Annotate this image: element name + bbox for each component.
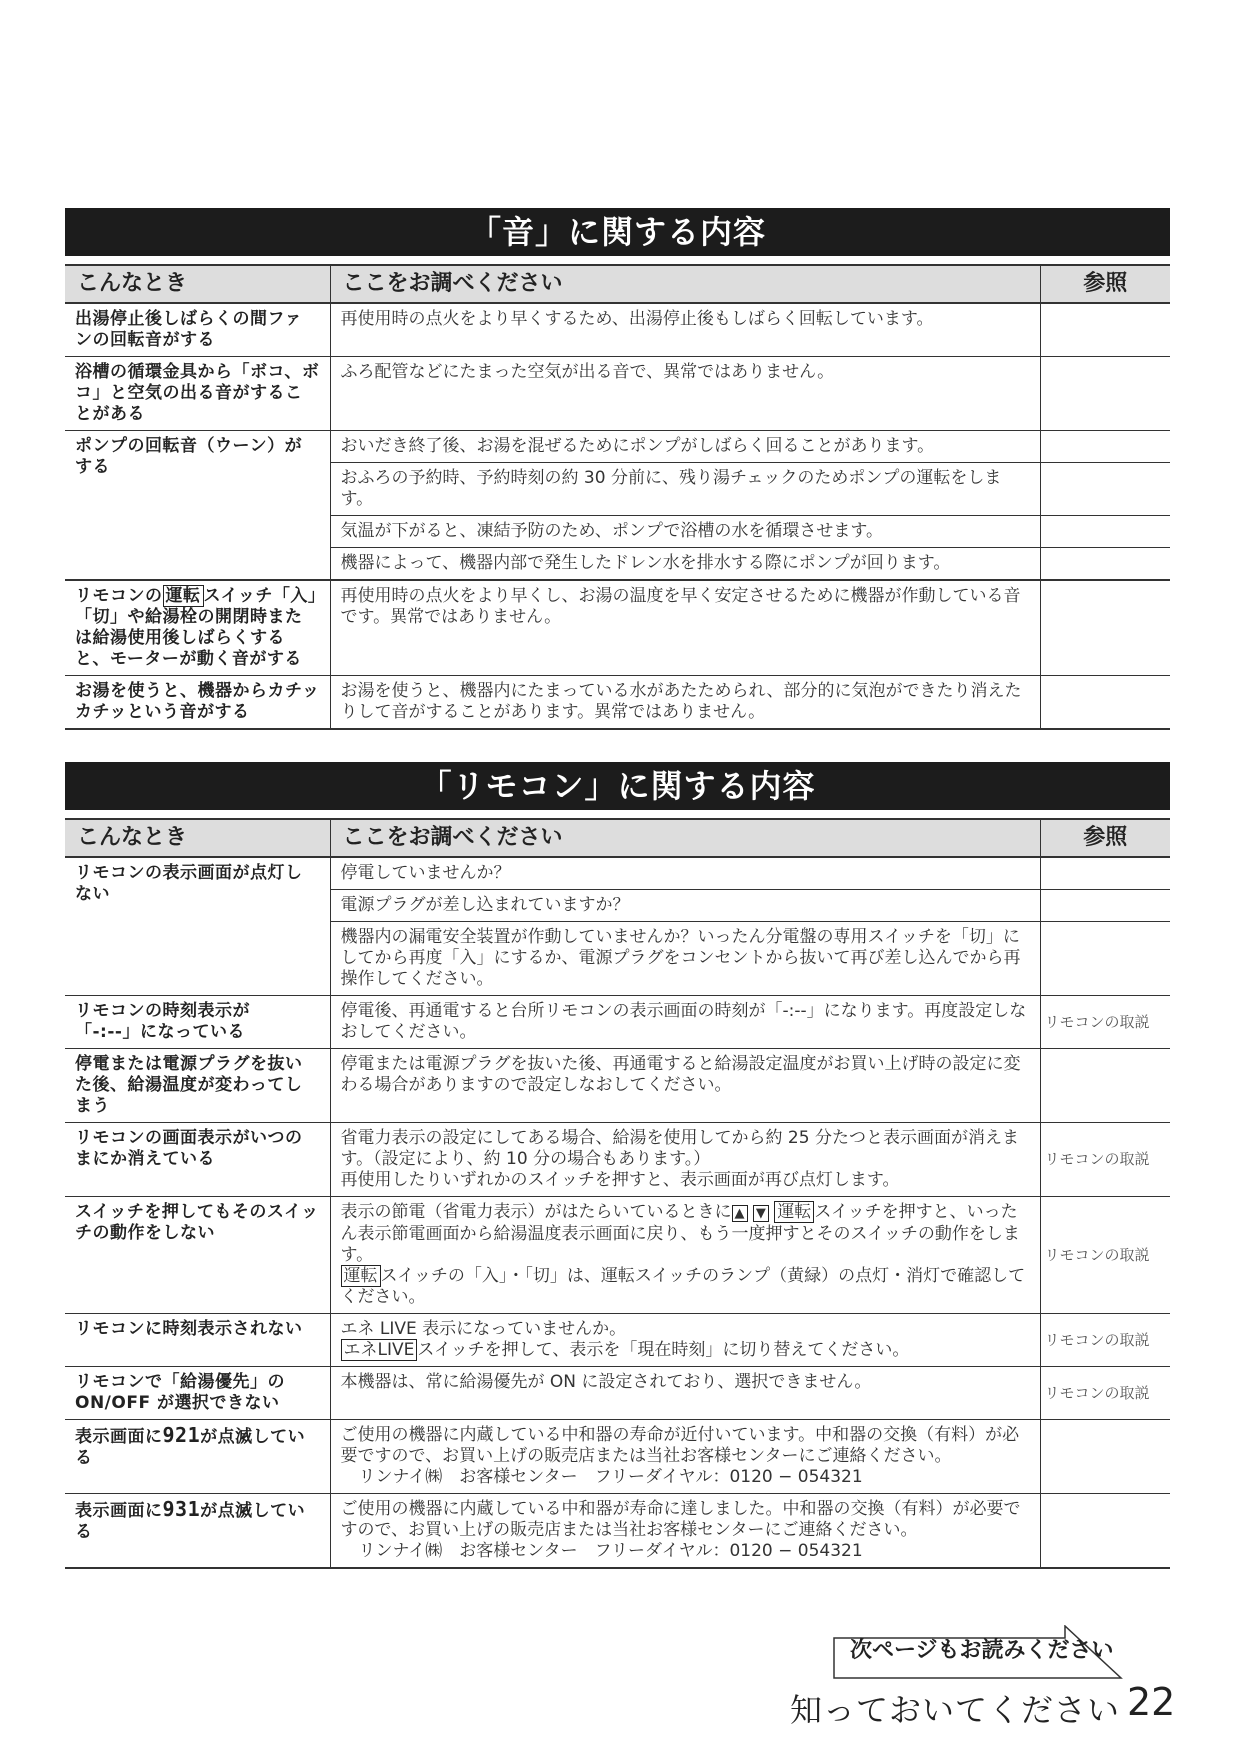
table-row: [65, 1049, 1170, 1123]
check-cell: 気温が下がると、凍結予防のため、ポンプで浴槽の水を循環させます。: [330, 516, 1040, 548]
when-cell: お湯を使うと、機器からカチッカチッという音がする: [65, 676, 330, 730]
check-text: 省電力表示の設定にしてある場合、給湯を使用してから約 25 分たつと表示画面が消えます。（設定により、約 10 分の場合もあります。）: [340, 1128, 1019, 1169]
table-header-row: [65, 265, 1170, 303]
check-cell: おいだき終了後、お湯を混ぜるためにポンプがしばらく回ることがあります。: [330, 431, 1040, 463]
table-header-row: [65, 819, 1170, 857]
when-cell: スイッチを押してもそのスイッチの動作をしない: [65, 1197, 330, 1314]
ref-cell: リモコンの取説: [1040, 1197, 1170, 1314]
when-cell: 浴槽の循環金具から「ボコ、ボコ」と空気の出る音がすることがある: [65, 357, 330, 431]
table-row: [65, 1197, 1170, 1314]
check-cell: 停電または電源プラグを抜いた後、再通電すると給湯設定温度がお買い上げ時の設定に変わる場合がありますので設定しなおしてください。: [330, 1049, 1040, 1123]
ref-cell: [1040, 548, 1170, 581]
check-cell: [330, 1494, 1040, 1569]
when-cell: [65, 580, 330, 676]
ref-cell: [1040, 922, 1170, 996]
when-cell: リモコンの画面表示がいつのまにか消えている: [65, 1123, 330, 1197]
next-page-notice: 次ページもお読みください: [850, 1638, 1114, 1663]
check-cell: 機器内の漏電安全装置が作動していませんか？いったん分電盤の専用スイッチを「切」にしてから再度「入」にするか、電源プラグをコンセントから抜いて再び差し込んでから再操作してください。: [330, 922, 1040, 996]
error-code-display: 931: [162, 1497, 201, 1521]
header-ref: 参照: [1040, 265, 1170, 303]
check-cell: [330, 1197, 1040, 1314]
check-text: スイッチを押して、表示を「現在時刻」に切り替えてください。: [417, 1340, 910, 1360]
when-text: 表示画面に: [75, 1427, 163, 1447]
table-row: [65, 1123, 1170, 1197]
when-cell: [65, 1494, 330, 1569]
header-check: ここをお調べください: [330, 265, 1040, 303]
table-row: [65, 676, 1170, 730]
when-text: が点滅している: [75, 1427, 306, 1468]
check-text: 再使用したりいずれかのスイッチを押すと、表示画面が再び点灯します。: [340, 1170, 900, 1190]
when-cell: 出湯停止後しばらくの間ファンの回転音がする: [65, 303, 330, 357]
footer-section-title: 知っておいてください: [790, 1691, 1121, 1729]
when-text: が点滅している: [75, 1501, 306, 1542]
table-row: [65, 1367, 1170, 1420]
check-cell: 再使用時の点火をより早くするため、出湯停止後もしばらく回転しています。: [330, 303, 1040, 357]
ref-cell: [1040, 463, 1170, 516]
table-row: [65, 1314, 1170, 1367]
page-number: 22: [1127, 1680, 1176, 1724]
ref-cell: [1040, 1420, 1170, 1494]
check-cell: おふろの予約時、予約時刻の約 30 分前に、残り湯チェックのためポンプの運転をします。: [330, 463, 1040, 516]
remote-faq-table: [65, 818, 1170, 1569]
ref-cell: [1040, 357, 1170, 431]
ref-cell: [1040, 890, 1170, 922]
table-row: [65, 1420, 1170, 1494]
section-title-sound: 「音」に関する内容: [65, 208, 1170, 256]
ref-cell: [1040, 303, 1170, 357]
table-row: [65, 431, 1170, 463]
table-row: [65, 303, 1170, 357]
check-text: ご使用の機器に内蔵している中和器が寿命に達しました。中和器の交換（有料）が必要ですので、お買い上げの販売店または当社お客様センターにご連絡ください。: [340, 1499, 1021, 1540]
check-cell: 機器によって、機器内部で発生したドレン水を排水する際にポンプが回ります。: [330, 548, 1040, 581]
check-text: エネ LIVE 表示になっていませんか。: [340, 1319, 627, 1339]
check-cell: 再使用時の点火をより早くし、お湯の温度を早く安定させるために機器が作動している音です。異常ではありません。: [330, 580, 1040, 676]
ref-cell: [1040, 516, 1170, 548]
contact-text: リンナイ㈱ お客様センター フリーダイヤル：0120 − 054321: [358, 1467, 863, 1487]
when-text: 表示画面に: [75, 1501, 163, 1521]
run-key-label: 運転: [163, 585, 204, 607]
check-cell: 停電後、再通電すると台所リモコンの表示画面の時刻が「-:--」になります。再度設定しなおしてください。: [330, 996, 1040, 1049]
table-row: [65, 1494, 1170, 1569]
contact-text: リンナイ㈱ お客様センター フリーダイヤル：0120 − 054321: [358, 1541, 863, 1561]
check-text: スイッチの「入」・「切」は、運転スイッチのランプ（黄緑）の点灯・消灯で確認してください。: [340, 1266, 1026, 1307]
when-cell: リモコンの表示画面が点灯しない: [65, 857, 330, 996]
table-row: [65, 357, 1170, 431]
section-title-remote: 「リモコン」に関する内容: [65, 762, 1170, 810]
table-row: [65, 580, 1170, 676]
check-cell: [330, 1314, 1040, 1367]
when-text: リモコンの: [75, 586, 163, 606]
check-cell: お湯を使うと、機器内にたまっている水があたためられ、部分的に気泡ができたり消えたりして音がすることがあります。異常ではありません。: [330, 676, 1040, 730]
check-cell: 電源プラグが差し込まれていますか？: [330, 890, 1040, 922]
ref-cell: [1040, 1494, 1170, 1569]
when-cell: 停電または電源プラグを抜いた後、給湯温度が変わってしまう: [65, 1049, 330, 1123]
check-cell: ふろ配管などにたまった空気が出る音で、異常ではありません。: [330, 357, 1040, 431]
table-row: [65, 996, 1170, 1049]
down-arrow-key-icon: ▼: [753, 1205, 769, 1222]
ref-cell: [1040, 1049, 1170, 1123]
run-key-label: 運転: [774, 1201, 814, 1223]
ref-cell: [1040, 857, 1170, 890]
ref-cell: リモコンの取説: [1040, 996, 1170, 1049]
sound-faq-table: [65, 264, 1170, 730]
when-cell: リモコンに時刻表示されない: [65, 1314, 330, 1367]
ref-cell: [1040, 431, 1170, 463]
check-text: スイッチを押すと、いったん表示節電画面から給湯温度表示画面に戻り、もう一度押すとそのスイッチの動作をします。: [340, 1202, 1020, 1265]
run-key-label: 運転: [341, 1265, 381, 1287]
when-cell: ポンプの回転音（ウーン）がする: [65, 431, 330, 581]
ref-cell: リモコンの取説: [1040, 1123, 1170, 1197]
when-cell: [65, 996, 330, 1049]
header-check: ここをお調べください: [330, 819, 1040, 857]
when-cell: [65, 1420, 330, 1494]
up-arrow-key-icon: ▲: [732, 1205, 748, 1222]
header-ref: 参照: [1040, 819, 1170, 857]
ref-cell: [1040, 580, 1170, 676]
header-when: こんなとき: [65, 819, 330, 857]
when-text: リモコンの時刻表示が: [75, 1001, 250, 1021]
when-cell: リモコンで「給湯優先」のON/OFF が選択できない: [65, 1367, 330, 1420]
when-text: スイッチ「入」「切」や給湯栓の開閉時または給湯使用後しばらくすると、モーターが動く音がする: [75, 586, 317, 669]
ref-cell: リモコンの取説: [1040, 1314, 1170, 1367]
check-cell: 本機器は、常に給湯優先が ON に設定されており、選択できません。: [330, 1367, 1040, 1420]
check-text: 表示の節電（省電力表示）がはたらいているときに: [340, 1202, 732, 1222]
check-text: ご使用の機器に内蔵している中和器の寿命が近付いています。中和器の交換（有料）が必要ですので、お買い上げの販売店または当社お客様センターにご連絡ください。: [340, 1425, 1020, 1466]
ref-cell: リモコンの取説: [1040, 1367, 1170, 1420]
check-cell: 停電していませんか？: [330, 857, 1040, 890]
header-when: こんなとき: [65, 265, 330, 303]
check-cell: [330, 1123, 1040, 1197]
ref-cell: [1040, 676, 1170, 730]
check-cell: [330, 1420, 1040, 1494]
error-code-display: 921: [162, 1423, 201, 1447]
when-text: 「-:--」になっている: [75, 1022, 245, 1042]
ene-live-key-label: エネLIVE: [341, 1339, 418, 1361]
table-row: [65, 857, 1170, 890]
